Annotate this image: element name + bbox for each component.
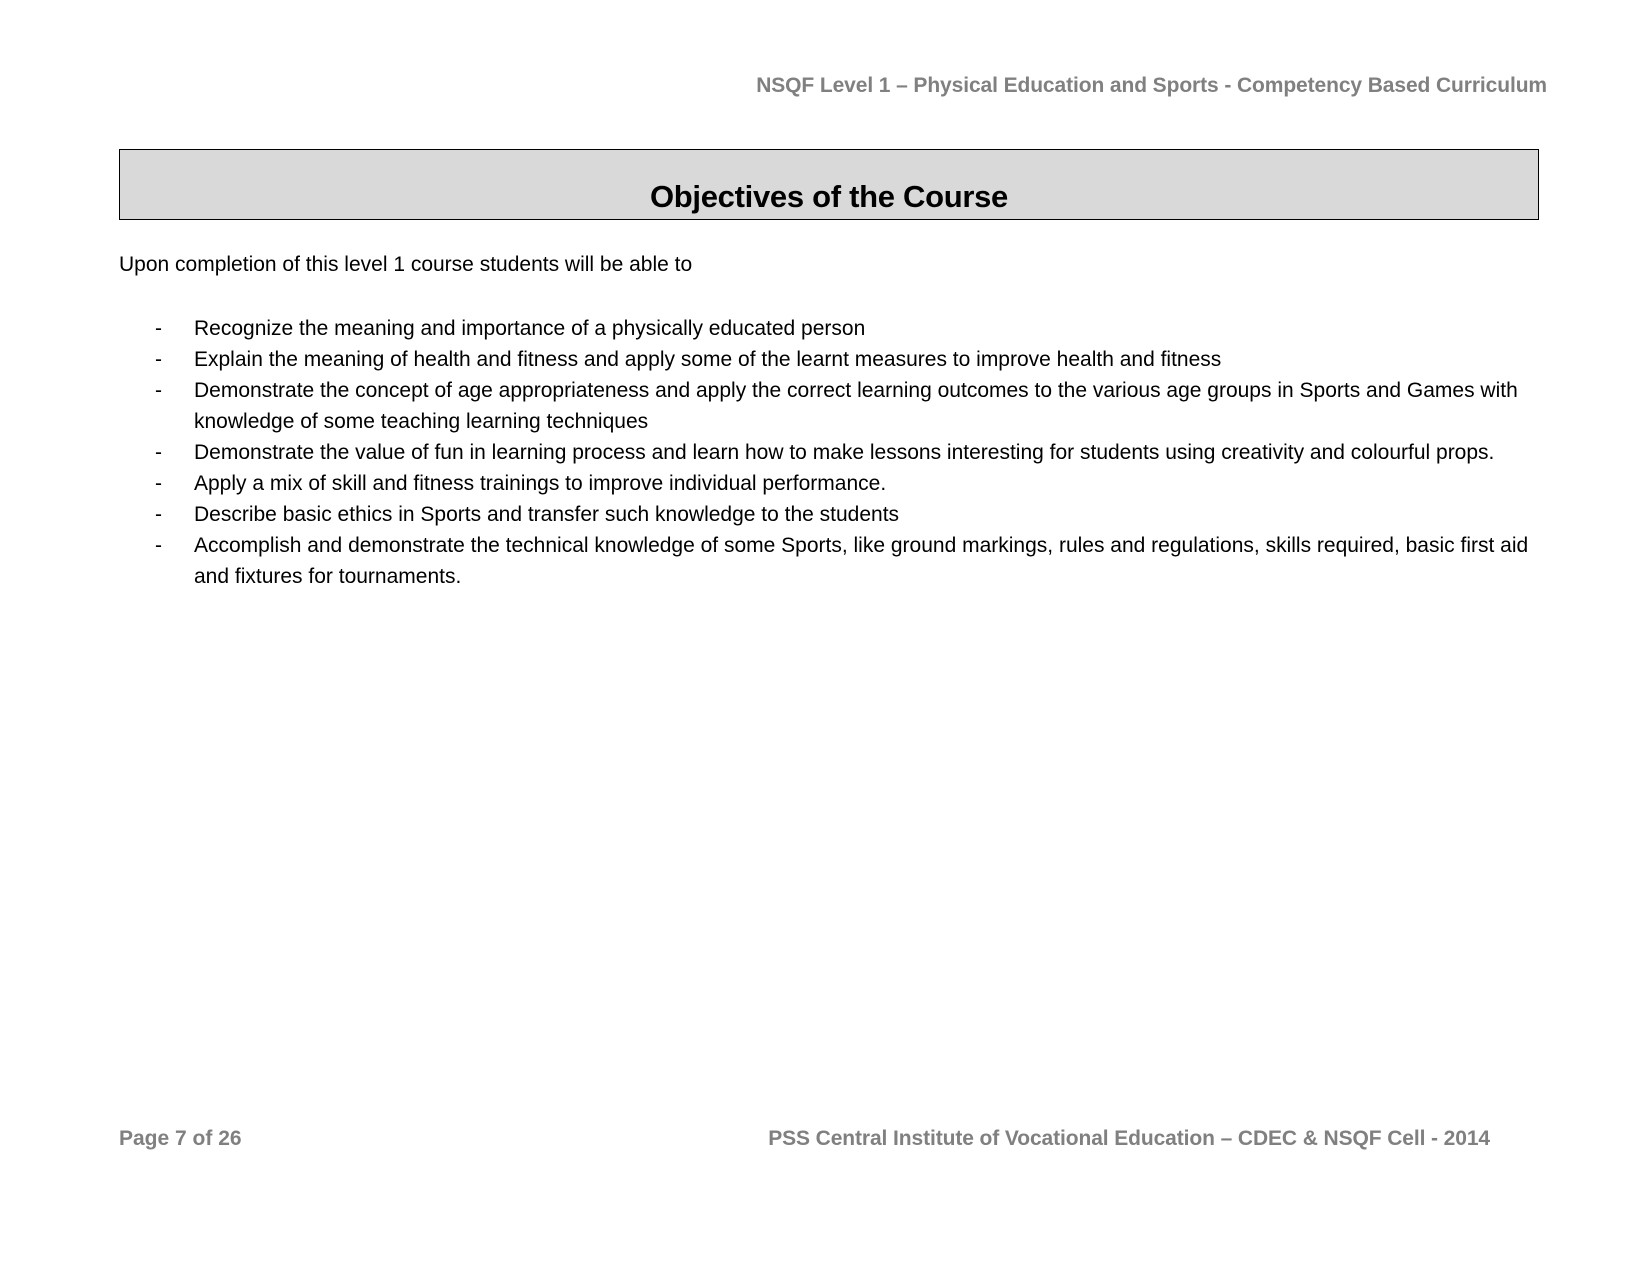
- bullet-dash: -: [155, 441, 162, 464]
- list-item-text: Demonstrate the value of fun in learning process and learn how to make lessons interesting for students using creativity and colourful props.: [194, 441, 1495, 464]
- bullet-dash: -: [155, 534, 162, 557]
- running-header: NSQF Level 1 – Physical Education and Sports - Competency Based Curriculum: [756, 74, 1547, 97]
- list-item-text: Recognize the meaning and importance of a physically educated person: [194, 317, 866, 340]
- section-title: Objectives of the Course: [649, 179, 1008, 214]
- list-item: [119, 313, 1539, 344]
- list-item-text: Describe basic ethics in Sports and transfer such knowledge to the students: [194, 503, 900, 526]
- bullet-dash: -: [155, 348, 162, 371]
- bullet-dash: -: [155, 503, 162, 526]
- objectives-list: [119, 313, 1539, 592]
- list-item: [119, 437, 1539, 468]
- list-item-text: Apply a mix of skill and fitness trainings to improve individual performance.: [194, 472, 887, 495]
- bullet-dash: -: [155, 472, 162, 495]
- bullet-dash: -: [155, 379, 162, 402]
- intro-text: Upon completion of this level 1 course students will be able to: [119, 253, 693, 276]
- list-item: [119, 468, 1539, 499]
- footer-organization: PSS Central Institute of Vocational Education – CDEC & NSQF Cell - 2014: [768, 1127, 1490, 1150]
- page-number: Page 7 of 26: [119, 1127, 242, 1150]
- list-item: [119, 499, 1539, 530]
- list-item-text: Accomplish and demonstrate the technical knowledge of some Sports, like ground markings, rules and regulations, skills required, basic first aid and fixtures for tournaments.: [194, 534, 1529, 588]
- section-title-box: [119, 149, 1539, 220]
- bullet-dash: -: [155, 317, 162, 340]
- list-item-text: Explain the meaning of health and fitness and apply some of the learnt measures to improve health and fitness: [194, 348, 1222, 371]
- list-item: [119, 530, 1539, 592]
- list-item: [119, 375, 1539, 437]
- list-item: [119, 344, 1539, 375]
- list-item-text: Demonstrate the concept of age appropriateness and apply the correct learning outcomes to the various age groups in Sports and Games with knowledge of some teaching learning techniques: [194, 379, 1518, 433]
